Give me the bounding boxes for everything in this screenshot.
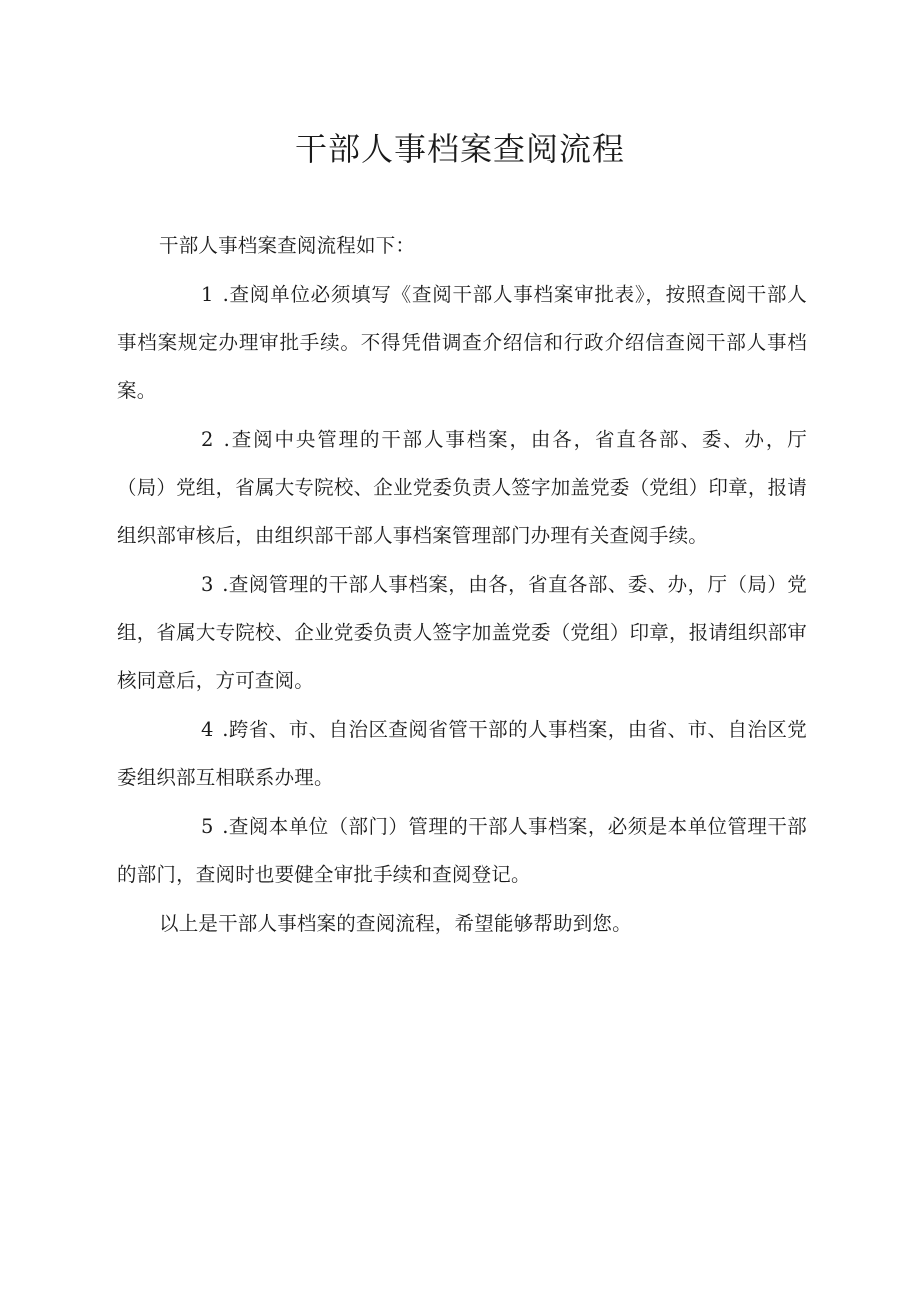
item-number: 3 (201, 573, 214, 596)
closing-paragraph: 以上是干部人事档案的查阅流程，希望能够帮助到您。 (159, 912, 632, 935)
document-body (117, 222, 807, 948)
list-item (117, 706, 807, 802)
item-number: 1 (201, 283, 214, 306)
list-item (117, 271, 807, 415)
item-number: 5 (201, 815, 214, 838)
item-number: 2 (201, 428, 214, 451)
list-item (117, 561, 807, 705)
list-item (117, 416, 807, 560)
item-text: .查阅中央管理的干部人事档案，由各，省直各部、委、办，厅（局）党组，省属大专院校、企业党委负责人签字加盖党委（党组）印章，报请组织部审核后，由组织部干部人事档案管理部门办理有关查阅手续。 (117, 428, 807, 547)
item-text: .跨省、市、自治区查阅省管干部的人事档案，由省、市、自治区党委组织部互相联系办理。 (117, 718, 807, 789)
item-text: .查阅单位必须填写《查阅干部人事档案审批表》，按照查阅干部人事档案规定办理审批手续。不得凭借调查介绍信和行政介绍信查阅干部人事档案。 (117, 283, 807, 402)
intro-paragraph: 干部人事档案查阅流程如下： (159, 234, 416, 257)
page-title: 干部人事档案查阅流程 (294, 130, 625, 168)
item-number: 4 (201, 718, 214, 741)
item-text: .查阅本单位（部门）管理的干部人事档案，必须是本单位管理干部的部门，查阅时也要健全审批手续和查阅登记。 (117, 815, 807, 886)
list-item (117, 803, 807, 899)
item-text: .查阅管理的干部人事档案，由各，省直各部、委、办，厅（局）党组，省属大专院校、企业党委负责人签字加盖党委（党组）印章，报请组织部审核同意后，方可查阅。 (117, 573, 807, 692)
